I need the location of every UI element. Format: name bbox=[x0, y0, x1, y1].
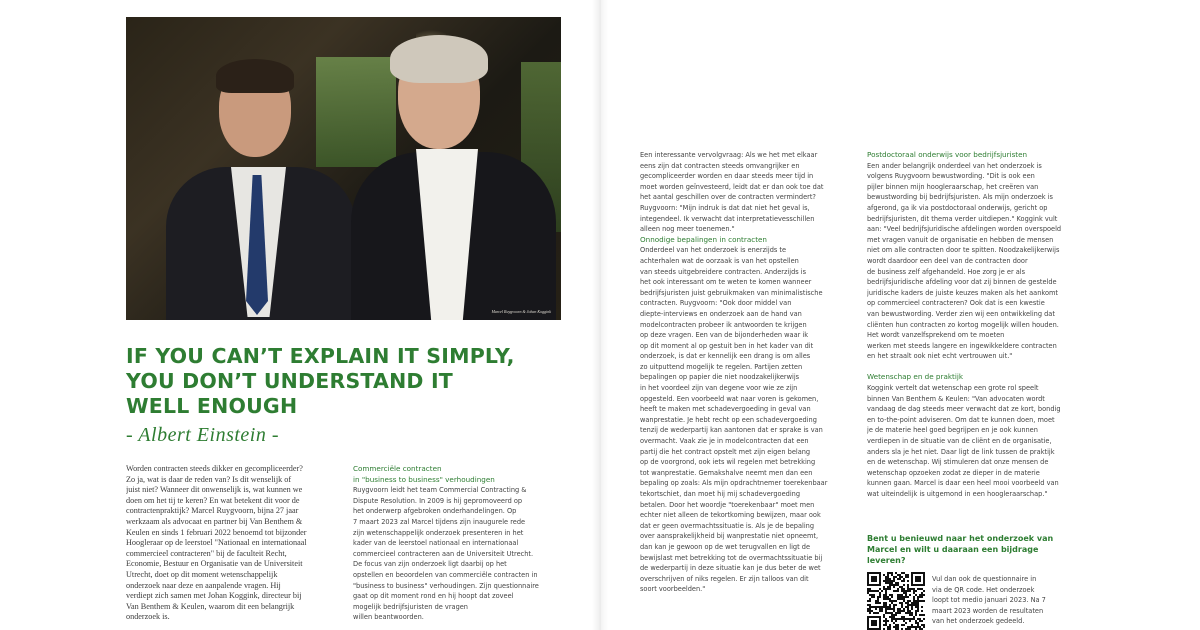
section-subheading: Postdoctoraal onderwijs voor bedrijfsjuristen bbox=[867, 150, 1028, 159]
body-line: opgesteld. Een voorbeeld wat naar voren is gekomen, bbox=[640, 394, 819, 403]
cta-line: Bent u benieuwd naar het onderzoek van bbox=[867, 534, 1054, 543]
body-line: dan kan je gewoon op de wet terugvallen en ligt de bbox=[640, 542, 811, 551]
body-line: kunnen gaan. Marcel is daar een heel mooi voorbeeld van bbox=[867, 479, 1059, 488]
body-line: bewijslast met betrekking tot de overmachtssituatie bij bbox=[640, 553, 823, 562]
body-line: gaat op dit moment rond en hij hoopt dat zoveel bbox=[353, 592, 514, 601]
body-line: bepalingen op papier die niet noodzakelijkerwijs bbox=[640, 373, 800, 382]
cta-line: Marcel en wilt u daaraan een bijdrage leveren? bbox=[867, 545, 1039, 565]
body-line: willen beantwoorden. bbox=[353, 613, 424, 622]
body-line: op commercieel contracteren? Ook dat is een kwestie bbox=[867, 299, 1045, 308]
intro-column bbox=[126, 464, 338, 630]
body-line: alleen nog meer toenemen." bbox=[640, 225, 735, 234]
body-line: in het voordeel zijn van degene voor wie ze zijn bbox=[640, 384, 798, 393]
headline-line: WELL ENOUGH bbox=[126, 394, 298, 418]
qr-instructions bbox=[932, 574, 1072, 630]
body-line: moet worden geïnvesteerd, leidt dat er dan ook toe dat bbox=[640, 182, 824, 191]
window-greenery bbox=[316, 57, 396, 167]
body-line: Dispute Resolution. In 2009 is hij gepromoveerd op bbox=[353, 496, 523, 505]
body-line: eens zijn dat contracten steeds omvangrijker en bbox=[640, 161, 800, 170]
body-line: betalen. Door het woordje "toerekenbaar" moet men bbox=[640, 500, 815, 509]
body-line: De focus van zijn onderzoek ligt daarbij op het bbox=[353, 560, 507, 569]
body-line: cliënten hun contracten zo kortog mogelijk willen houden. bbox=[867, 320, 1059, 329]
body-line: het ook interessant om te weten te komen wanneer bbox=[640, 278, 812, 287]
body-line: "business to business" verhoudingen. Zijn questionnaire bbox=[353, 581, 539, 590]
body-line: wordt daardoor een deel van de contracten door bbox=[867, 256, 1028, 265]
body-line: 7 maart 2023 zal Marcel tijdens zijn inaugurele rede bbox=[353, 517, 526, 526]
qr-line: loopt tot medio januari 2023. Na 7 bbox=[932, 596, 1046, 605]
body-line: vandaag de dag steeds meer verwacht dat ze kort, bondig bbox=[867, 405, 1061, 414]
qr-line: maart 2023 worden de resultaten bbox=[932, 606, 1044, 615]
postdoc-science-column bbox=[867, 150, 1077, 560]
body-line: dat er geen overmachtssituatie is. Als je de bepaling bbox=[640, 521, 815, 530]
intro-line: juist niet? Wanneer dit onwenselijk is, wat kunnen we bbox=[126, 485, 303, 495]
body-line: Een interessante vervolgvraag: Als we het met elkaar bbox=[640, 151, 818, 159]
body-line: commercieel contracteren aan de Universiteit Utrecht. bbox=[353, 549, 534, 558]
body-line: tot wanprestatie. Gemakshalve neemt men dan een bbox=[640, 468, 813, 477]
body-line: overschrijven of niks regelen. Er zijn talloos van dit bbox=[640, 574, 809, 583]
portrait-photo bbox=[126, 17, 561, 320]
body-line: juridische kaders de juiste keuzes maken als het aankomt bbox=[867, 288, 1058, 297]
intro-line: werkzaam als advocaat en partner bij Van Benthem & bbox=[126, 516, 303, 526]
body-line: werken met steeds langere en ingewikkeldere contracten bbox=[867, 341, 1057, 350]
body-line: de wederpartij in deze situatie kan je dus beter de wet bbox=[640, 564, 821, 573]
person-left-hair bbox=[216, 59, 294, 93]
body-line: met vragen vanuit de organisatie en hebben de mensen bbox=[867, 235, 1054, 244]
body-line: pijler binnen mijn hoogleraarschap, het creëren van bbox=[867, 182, 1039, 191]
page-gutter bbox=[592, 0, 608, 630]
commercial-contracts-column bbox=[353, 464, 565, 630]
body-line: partij die het contract opstelt met zijn eigen belang bbox=[640, 447, 811, 456]
pull-quote-headline bbox=[126, 344, 566, 419]
body-line: anders sla je het niet. Daar ligt de link tussen de praktijk bbox=[867, 447, 1055, 456]
body-line: opstellen en beoordelen van commerciële contracten in bbox=[353, 570, 538, 579]
body-line: bedrijfsjuridische afdeling voor dat zij binnen de gestelde bbox=[867, 278, 1057, 287]
body-line: niet om alle contracten door te spitten. Noodzakelijkerwijs bbox=[867, 246, 1060, 255]
intro-line: onderzoek naar deze en aanpalende vragen. Hij bbox=[126, 580, 281, 590]
section-subheading: in "business to business" verhoudingen bbox=[353, 474, 495, 484]
intro-line: Zo ja, wat is daar de reden van? Is dit wenselijk of bbox=[126, 474, 292, 484]
body-line: diepte-interviews en onderzoek aan de hand van bbox=[640, 309, 802, 318]
call-to-action bbox=[867, 533, 1077, 566]
intro-line: commercieel contracteren" bij de faculteit Recht, bbox=[126, 548, 287, 558]
intro-line: verdiept zich samen met Johan Koggink, directeur bij bbox=[126, 591, 302, 601]
qr-line: Vul dan ook de questionnaire in bbox=[932, 575, 1037, 583]
body-line: aan: "Veel bedrijfsjuridische afdelingen worden overspoeld bbox=[867, 225, 1062, 234]
body-line: bepaling op zoals: Als mijn opdrachtnemer toerekenbaar bbox=[640, 479, 828, 488]
body-line: wanprestatie. Je hebt recht op een schadevergoeding bbox=[640, 415, 817, 424]
quote-attribution: - Albert Einstein - bbox=[126, 424, 279, 446]
body-line: Onderdeel van het onderzoek is enerzijds te bbox=[640, 246, 787, 255]
body-line: zijn wetenschappelijk onderzoek presenteren in het bbox=[353, 528, 524, 537]
body-line: van steeds uitgebreidere contracten. Anderzijds is bbox=[640, 267, 807, 276]
body-line: op dit moment al op gestuit ben in het kader van dit bbox=[640, 341, 814, 350]
body-line: Een ander belangrijk onderdeel van het onderzoek is bbox=[867, 161, 1042, 170]
paragraph-spacer bbox=[867, 362, 1077, 373]
body-line: wetenschap opzoeken zodat ze dieper in de materie bbox=[867, 468, 1040, 477]
body-line: afgerond, ga ik via postdoctoraal onderwijs, gericht op bbox=[867, 203, 1048, 212]
person-right-hair bbox=[390, 35, 488, 83]
body-line: van bewustwording. Verder zien wij een ontwikkeling dat bbox=[867, 309, 1055, 318]
body-line: tekortschiet, dan moet hij mij schadevergoeding bbox=[640, 490, 801, 498]
body-line: binnen Van Benthem & Keulen: "Van advocaten wordt bbox=[867, 394, 1045, 403]
intro-line: Hoogleraar op de leerstoel "Nationaal en internationaal bbox=[126, 538, 307, 548]
body-line: Het wordt vanzelfsprekend om te moeten bbox=[867, 331, 1005, 340]
body-line: echter niet alleen de tekortkoming bewijzen, maar ook bbox=[640, 511, 821, 520]
body-line: verdiepen in de situatie van de cliënt en de organisatie, bbox=[867, 437, 1052, 446]
qr-line: via de QR code. Het onderzoek bbox=[932, 585, 1035, 594]
section-subheading: Onnodige bepalingen in contracten bbox=[640, 234, 767, 244]
body-line: en to-the-point adviseren. Om dat te kunnen doen, moet bbox=[867, 415, 1055, 424]
body-line: tenzij de wederpartij kan aantonen dat er sprake is van bbox=[640, 426, 823, 435]
body-line: achterhalen wat de oorzaak is van het opstellen bbox=[640, 256, 799, 265]
section-subheading: Commerciële contracten bbox=[353, 464, 442, 473]
body-line: gecompliceerder worden en daar steeds meer tijd in bbox=[640, 172, 814, 181]
provisions-column bbox=[640, 150, 840, 630]
body-line: soort voorbeelden." bbox=[640, 585, 706, 594]
body-line: heeft te maken met schadevergoeding in geval van bbox=[640, 405, 811, 414]
body-line: wat uiteindelijk is uitgemond in een hoogleraarschap." bbox=[867, 490, 1048, 498]
intro-line: doen om het tij te keren? En wat betekent dit voor de bbox=[126, 495, 300, 505]
qr-code-graphic bbox=[867, 572, 925, 630]
body-line: bedrijfsjuristen juist gebruikmaken van minimalistische bbox=[640, 288, 823, 297]
body-line: bedrijfsjuristen, dit thema verder uitdiepen." Koggink vult bbox=[867, 214, 1058, 223]
body-line: volgens Ruygvoorn bewustwording. "Dit is ook een bbox=[867, 172, 1035, 181]
body-line: over aansprakelijkheid bij wanprestatie niet opneemt, bbox=[640, 532, 819, 541]
photo-caption: Marcel Ruygvoorn & Johan Koggink bbox=[491, 309, 551, 314]
headline-line: IF YOU CAN’T EXPLAIN IT SIMPLY, bbox=[126, 344, 515, 368]
body-line: het aantal geschillen over de contracten vermindert? bbox=[640, 193, 816, 202]
body-line: je de materie heel goed begrijpen en je ook kunnen bbox=[867, 426, 1038, 435]
body-line: Ruygvoorn leidt het team Commercial Contracting & bbox=[353, 486, 527, 495]
qr-code[interactable] bbox=[867, 572, 925, 630]
intro-line: Worden contracten steeds dikker en gecompliceerder? bbox=[126, 464, 303, 473]
body-line: en het straalt ook niet echt vertrouwen uit." bbox=[867, 352, 1013, 361]
headline-line: YOU DON’T UNDERSTAND IT bbox=[126, 369, 453, 393]
intro-line: Economie, Bestuur en Organisatie van de Universiteit bbox=[126, 559, 303, 569]
intro-line: Utrecht, doet op dit moment wetenschappelijk bbox=[126, 569, 278, 579]
intro-line: contractenpraktijk? Marcel Ruygvoorn, bijna 27 jaar bbox=[126, 506, 299, 516]
body-line: Koggink vertelt dat wetenschap een grote rol speelt bbox=[867, 384, 1039, 393]
body-line: bewustwording bij bedrijfsjuristen. Als mijn onderzoek is bbox=[867, 193, 1053, 202]
section-subheading: Wetenschap en de praktijk bbox=[867, 372, 963, 382]
body-line: kader van de leerstoel nationaal en internationaal bbox=[353, 539, 519, 548]
body-line: overmacht. Vaak zie je in modelcontracten dat een bbox=[640, 437, 809, 446]
qr-line: van het onderzoek gedeeld. bbox=[932, 617, 1025, 626]
body-line: en de wetenschap. Wij stimuleren dat onze mensen de bbox=[867, 458, 1049, 467]
body-line: zo uitputtend mogelijk te regelen. Partijen zetten bbox=[640, 362, 803, 371]
body-line: de business zelf afgehandeld. Hoe zorg je er als bbox=[867, 267, 1026, 276]
body-line: Ruygvoorn: "Mijn indruk is dat dat niet het geval is, bbox=[640, 203, 810, 212]
body-line: modelcontracten probeer ik antwoorden te krijgen bbox=[640, 320, 807, 329]
body-line: op de voorgrond, ook iets wil regelen met betrekking bbox=[640, 458, 816, 467]
body-line: op deze vragen. Een van de bijonderheden waar ik bbox=[640, 331, 809, 340]
body-line: integendeel. Ik verwacht dat interpretatievesschillen bbox=[640, 214, 815, 223]
body-line: het onderwerp afgebroken onderhandelingen. Op bbox=[353, 507, 517, 516]
intro-line: onderzoek is. bbox=[126, 612, 170, 622]
intro-line: Keulen en sinds 1 februari 2022 benoemd tot bijzonder bbox=[126, 527, 307, 537]
intro-line: Van Benthem & Keulen, waarom dit een belangrijk bbox=[126, 601, 295, 611]
body-line: mogelijk bedrijfsjuristen de vragen bbox=[353, 602, 468, 611]
body-line: contracten. Ruygvoorn: "Ook door middel van bbox=[640, 299, 792, 308]
body-line: onderzoek, is dat er kennelijk een drang is om alles bbox=[640, 352, 811, 361]
